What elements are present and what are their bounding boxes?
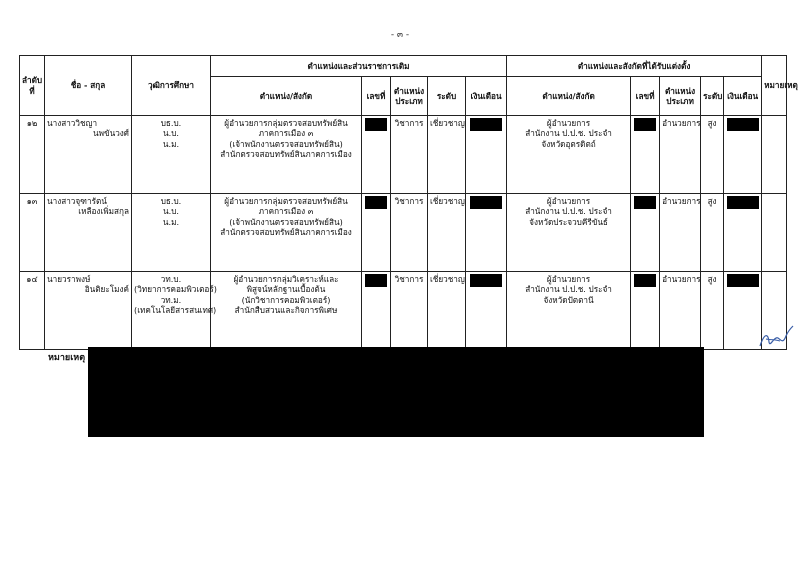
old-position-line: พิสูจน์หลักฐานเบื้องต้น (246, 284, 326, 295)
old-position-line: ผู้อำนวยการกลุ่มวิเคราะห์และ (233, 274, 339, 284)
degree: น.บ. (163, 128, 179, 139)
new-position-line: จังหวัดประจวบคีรีขันธ์ (529, 216, 608, 227)
last-name: อินติยะโมงค์ (84, 284, 129, 295)
new-pos-type: อำนวยการ (660, 116, 701, 194)
first-name: นางสาวจุฑารัตน์ (47, 196, 107, 206)
table-row (20, 194, 787, 272)
header-old-pos-type: ตำแหน่งประเภท (391, 77, 428, 116)
old-level: เชี่ยวชาญ (428, 116, 466, 194)
old-pos-no (362, 272, 391, 350)
old-salary (466, 272, 507, 350)
first-name: นายวราพงษ์ (47, 274, 91, 284)
new-level: สูง (701, 116, 724, 194)
new-pos-no (631, 194, 660, 272)
row-name (45, 116, 132, 194)
header-old-salary: เงินเดือน (466, 77, 507, 116)
old-pos-no (362, 116, 391, 194)
redaction-box (365, 118, 387, 131)
new-position-line: สำนักงาน ป.ป.ช. ประจำ (525, 128, 612, 139)
redaction-box (727, 118, 759, 131)
old-position-line: สำนักตรวจสอบทรัพย์สินภาคการเมือง (220, 148, 352, 159)
redaction-box (634, 196, 656, 209)
old-position-line: (เจ้าพนักงานตรวจสอบทรัพย์สิน) (229, 216, 343, 227)
last-name: นพขันวงศ์ (93, 128, 129, 139)
redaction-box (470, 196, 502, 209)
row-name (45, 272, 132, 350)
header-education: วุฒิการศึกษา (132, 56, 211, 116)
old-level: เชี่ยวชาญ (428, 194, 466, 272)
header-old-position: ตำแหน่ง/สังกัด (211, 77, 362, 116)
header-old-level: ระดับ (428, 77, 466, 116)
new-position-line: สำนักงาน ป.ป.ช. ประจำ (525, 206, 612, 217)
new-position-line: สำนักงาน ป.ป.ช. ประจำ (525, 284, 612, 295)
redaction-box (365, 274, 387, 287)
old-position-line: สำนักสืบสวนและกิจการพิเศษ (234, 304, 338, 315)
redaction-box (365, 196, 387, 209)
header-remarks: หมายเหตุ (762, 56, 787, 116)
last-name: เหลืองเพิ่มสกุล (78, 206, 129, 217)
degree: น.ม. (162, 138, 180, 149)
old-position (211, 116, 362, 194)
new-salary (724, 194, 762, 272)
new-pos-type: อำนวยการ (660, 194, 701, 272)
degree: น.บ. (163, 206, 179, 217)
new-position-line: ผู้อำนวยการ (546, 274, 591, 284)
new-position (507, 116, 631, 194)
old-position-line: สำนักตรวจสอบทรัพย์สินภาคการเมือง (220, 226, 352, 237)
degree: วท.ม. (160, 294, 182, 305)
appointment-table (19, 55, 798, 350)
degree: บธ.บ. (160, 118, 182, 128)
header-new-salary: เงินเดือน (724, 77, 762, 116)
row-remarks (762, 116, 787, 194)
old-salary (466, 116, 507, 194)
degree: (เทคโนโลยีสารสนเทศ) (134, 304, 217, 315)
old-position-line: ภาคการเมือง ๓ (258, 128, 314, 139)
header-group-new: ตำแหน่งและสังกัดที่ได้รับแต่งตั้ง (507, 56, 762, 77)
redaction-box (634, 274, 656, 287)
row-remarks (762, 194, 787, 272)
redacted-note-block (88, 347, 704, 437)
new-position (507, 272, 631, 350)
row-name (45, 194, 132, 272)
old-pos-no (362, 194, 391, 272)
row-education (132, 116, 211, 194)
old-position-line: (นักวิชาการคอมพิวเตอร์) (241, 294, 331, 305)
redaction-box (470, 274, 502, 287)
header-old-pos-no: เลขที่ (362, 77, 391, 116)
new-position-line: จังหวัดอุตรดิตถ์ (541, 138, 596, 149)
old-position-line: ภาคการเมือง ๓ (258, 206, 314, 217)
row-seq: ๑๒ (20, 116, 45, 194)
note-label: หมายเหตุ (48, 353, 86, 363)
degree: น.ม. (162, 216, 180, 227)
redaction-box (634, 118, 656, 131)
table-row (20, 116, 787, 194)
old-position (211, 194, 362, 272)
redaction-box (470, 118, 502, 131)
row-education (132, 194, 211, 272)
old-position (211, 272, 362, 350)
first-name: นางสาววิชญา (47, 118, 98, 128)
row-seq: ๑๔ (20, 272, 45, 350)
new-position (507, 194, 631, 272)
row-education (132, 272, 217, 350)
header-new-position: ตำแหน่ง/สังกัด (507, 77, 631, 116)
new-level: สูง (701, 194, 724, 272)
old-pos-type: วิชาการ (391, 116, 428, 194)
header-group-old: ตำแหน่งและส่วนราชการเดิม (211, 56, 507, 77)
new-pos-type: อำนวยการ (660, 272, 701, 350)
old-position-line: (เจ้าพนักงานตรวจสอบทรัพย์สิน) (229, 138, 343, 149)
new-pos-no (631, 116, 660, 194)
old-position-line: ผู้อำนวยการกลุ่มตรวจสอบทรัพย์สิน (224, 196, 348, 206)
header-name: ชื่อ - สกุล (45, 56, 132, 116)
old-pos-type: วิชาการ (391, 194, 428, 272)
row-seq: ๑๓ (20, 194, 45, 272)
table-row (20, 272, 787, 350)
degree: (วิทยาการคอมพิวเตอร์) (134, 284, 217, 295)
old-level: เชี่ยวชาญ (428, 272, 466, 350)
new-position-line: จังหวัดปัตตานี (543, 294, 594, 305)
degree: วท.บ. (160, 274, 182, 284)
header-seq: ลำดับที่ (20, 56, 45, 116)
redaction-box (727, 274, 759, 287)
redaction-box (727, 196, 759, 209)
new-position-line: ผู้อำนวยการ (546, 118, 591, 128)
degree: บธ.บ. (160, 196, 182, 206)
header-new-pos-type: ตำแหน่งประเภท (660, 77, 701, 116)
page-number: - ๓ - (390, 30, 410, 40)
new-salary (724, 116, 762, 194)
header-new-level: ระดับ (701, 77, 724, 116)
new-pos-no (631, 272, 660, 350)
new-position-line: ผู้อำนวยการ (546, 196, 591, 206)
signature-mark (756, 324, 794, 350)
new-level: สูง (701, 272, 724, 350)
old-salary (466, 194, 507, 272)
old-pos-type: วิชาการ (391, 272, 428, 350)
old-position-line: ผู้อำนวยการกลุ่มตรวจสอบทรัพย์สิน (224, 118, 348, 128)
header-new-pos-no: เลขที่ (631, 77, 660, 116)
